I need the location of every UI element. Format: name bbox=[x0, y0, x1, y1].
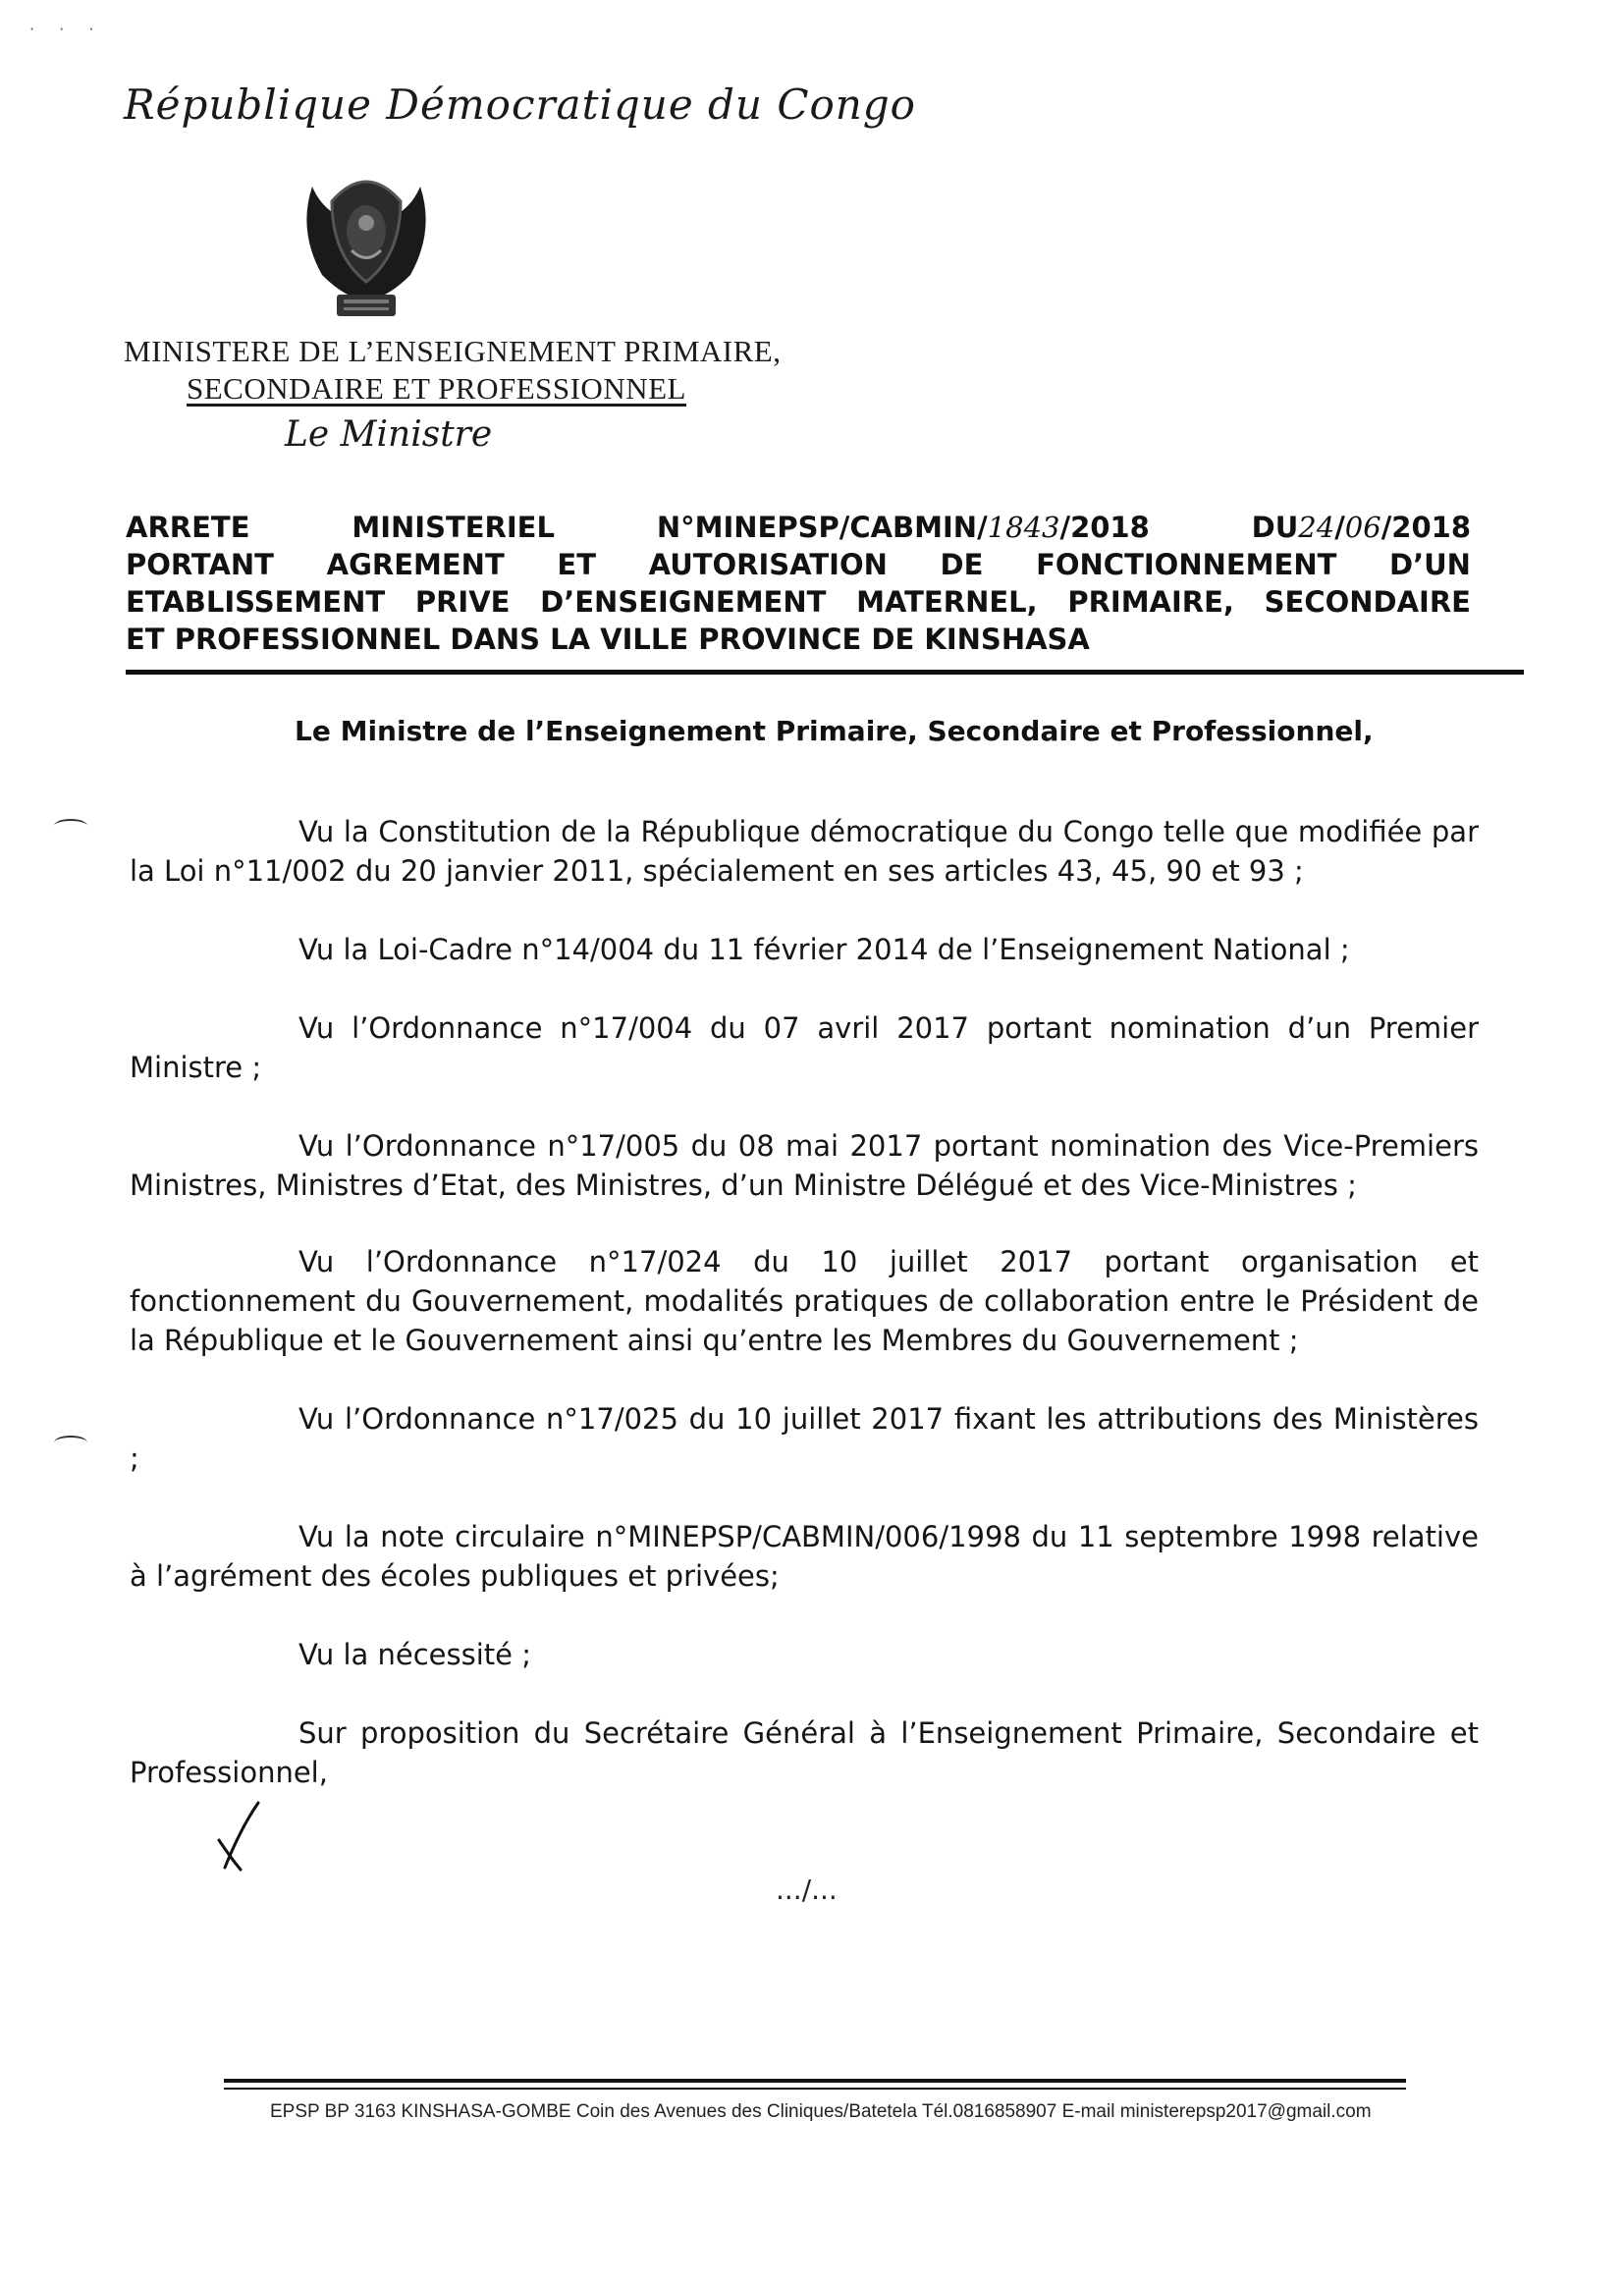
title-line-4: ET PROFESSIONNEL DANS LA VILLE PROVINCE DE KINSHASA bbox=[126, 623, 1090, 656]
margin-mark bbox=[54, 1436, 87, 1449]
title-word: ARRETE bbox=[126, 511, 250, 544]
ministry-name-line1: MINISTERE DE L’ENSEIGNEMENT PRIMAIRE, bbox=[124, 334, 782, 368]
title-word: MATERNEL, bbox=[856, 585, 1038, 619]
title-word: PORTANT bbox=[126, 548, 274, 581]
decree-number: N°MINEPSP/CABMIN/1843/2018 bbox=[656, 511, 1150, 544]
title-line-2 bbox=[126, 546, 1471, 583]
title-word: FONCTIONNEMENT bbox=[1036, 548, 1337, 581]
considerant-paragraph: Vu la note circulaire n°MINEPSP/CABMIN/006/1998 du 11 septembre 1998 relative à l’agrément des écoles publiques et privées; bbox=[130, 1520, 1479, 1593]
decree-date: DU24/06/2018 bbox=[1251, 511, 1471, 544]
handwritten-month: 06 bbox=[1344, 511, 1381, 544]
handwritten-number: 1843 bbox=[987, 511, 1060, 544]
considerant-paragraph: Vu l’Ordonnance n°17/024 du 10 juillet 2017 portant organisation et fonctionnement du Gouvernement, modalités pratiques de collaboration entre le Président de la République et le Gouvernement ainsi qu’entre les Membres du Gouvernement ; bbox=[130, 1245, 1479, 1357]
considerant-paragraph: Vu la Loi-Cadre n°14/004 du 11 février 2014 de l’Enseignement National ; bbox=[298, 933, 1350, 966]
scan-mark: · · · bbox=[29, 20, 104, 38]
considerant-paragraph: Sur proposition du Secrétaire Général à l’Enseignement Primaire, Secondaire et Professionnel, bbox=[130, 1716, 1479, 1789]
le-ministre-signature-title: Le Ministre bbox=[285, 414, 493, 455]
title-word: ETABLISSEMENT bbox=[126, 585, 386, 619]
considerant-paragraph: Vu l’Ordonnance n°17/005 du 08 mai 2017 portant nomination des Vice-Premiers Ministres, Ministres d’Etat, des Ministres, d’un Ministre Délégué et des Vice-Ministres ; bbox=[130, 1129, 1479, 1202]
handwritten-day: 24 bbox=[1298, 511, 1335, 544]
minister-heading: Le Ministre de l’Enseignement Primaire, Secondaire et Professionnel, bbox=[295, 715, 1374, 747]
ministry-name-line2: SECONDAIRE ET PROFESSIONNEL bbox=[187, 371, 686, 406]
title-line-1 bbox=[126, 509, 1471, 546]
title-word: SECONDAIRE bbox=[1264, 585, 1471, 619]
footer-address: EPSP BP 3163 KINSHASA-GOMBE Coin des Avenues des Cliniques/Batetela Tél.0816858907 E-mail ministerepsp2017@gmail.com bbox=[270, 2101, 1372, 2122]
title-word: ET bbox=[557, 548, 596, 581]
handwritten-paraphe bbox=[211, 1799, 270, 1873]
title-word: AUTORISATION bbox=[648, 548, 888, 581]
title-word: AGREMENT bbox=[326, 548, 505, 581]
page-continuation: .../... bbox=[776, 1874, 838, 1906]
title-word: MINISTERIEL bbox=[352, 511, 555, 544]
considerant-paragraph: Vu la Constitution de la République démocratique du Congo telle que modifiée par la Loi n°11/002 du 20 janvier 2011, spécialement en ses articles 43, 45, 90 et 93 ; bbox=[130, 815, 1479, 888]
considerant-paragraph: Vu l’Ordonnance n°17/004 du 07 avril 2017 portant nomination d’un Premier Ministre ; bbox=[130, 1011, 1479, 1084]
republic-heading: République Démocratique du Congo bbox=[124, 81, 916, 129]
title-word: D’ENSEIGNEMENT bbox=[540, 585, 827, 619]
title-word: PRIMAIRE, bbox=[1067, 585, 1234, 619]
title-word: D’UN bbox=[1389, 548, 1471, 581]
footer-rule bbox=[224, 2088, 1406, 2090]
title-divider bbox=[126, 670, 1524, 675]
coat-of-arms-emblem bbox=[293, 162, 440, 324]
margin-mark bbox=[54, 819, 87, 833]
decree-title bbox=[126, 509, 1471, 658]
title-word: PRIVE bbox=[414, 585, 511, 619]
considerant-paragraph: Vu la nécessité ; bbox=[298, 1638, 531, 1671]
title-word: DE bbox=[940, 548, 984, 581]
title-line-3 bbox=[126, 583, 1471, 621]
considerant-paragraph: Vu l’Ordonnance n°17/025 du 10 juillet 2017 fixant les attributions des Ministères ; bbox=[130, 1402, 1479, 1475]
footer-rule bbox=[224, 2079, 1406, 2083]
